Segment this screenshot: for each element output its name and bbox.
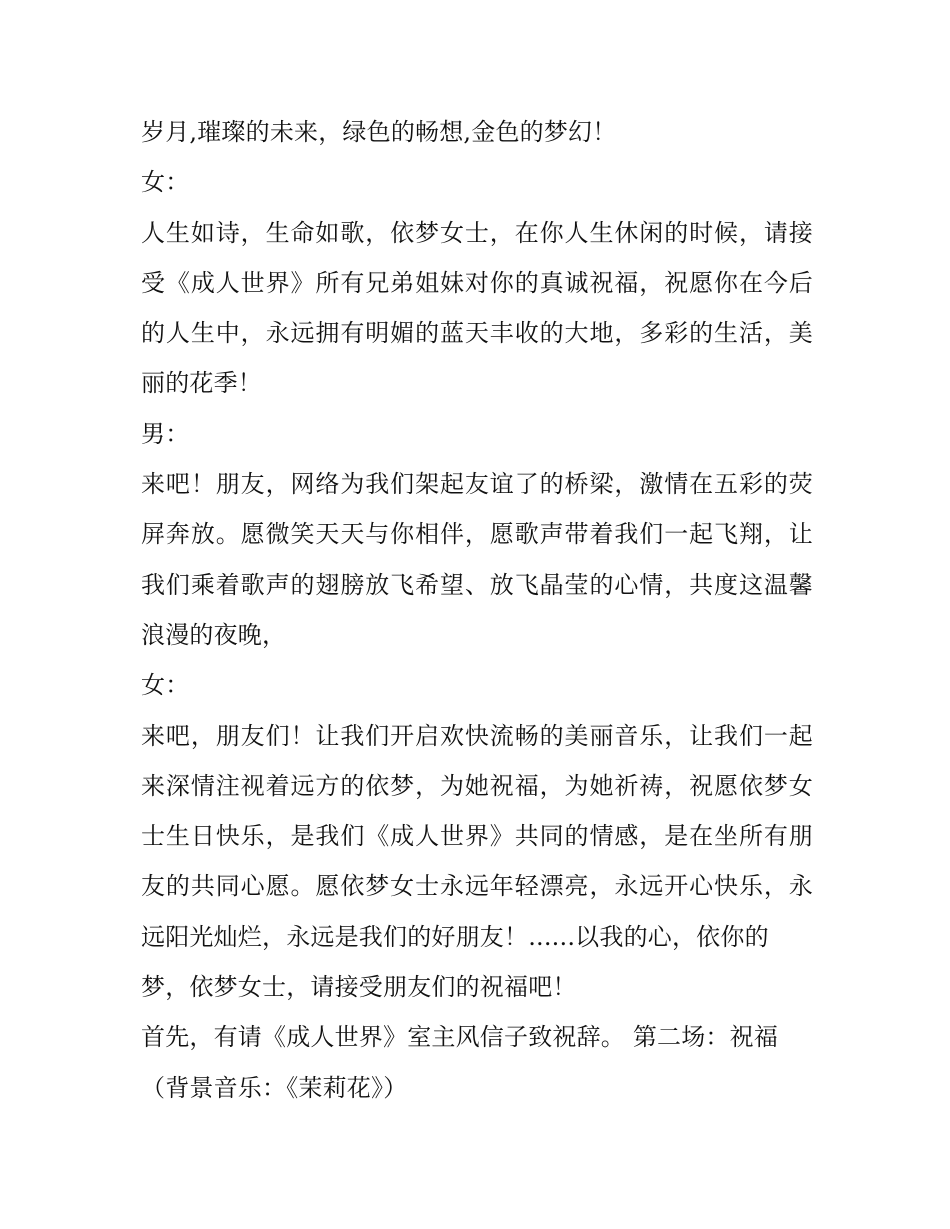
text-line: 首先，有请《成人世界》室主风信子致祝辞。 第二场：祝福 (141, 1023, 779, 1052)
text-line: 浪漫的夜晚， (141, 620, 287, 649)
text-line: 的人生中，永远拥有明媚的蓝天丰收的大地，多彩的生活，美 (141, 319, 813, 348)
text-line: 友的共同心愿。愿依梦女士永远年轻漂亮，永远开心快乐，永 (141, 872, 813, 901)
text-line: 岁月,璀璨的未来，绿色的畅想,金色的梦幻！ (141, 118, 617, 146)
text-line: 屏奔放。愿微笑天天与你相伴，愿歌声带着我们一起飞翔，让 (141, 520, 813, 549)
text-line: 丽的花季！ (141, 369, 262, 398)
text-line: 士生日快乐，是我们《成人世界》共同的情感，是在坐所有朋 (141, 822, 813, 851)
text-line: （背景音乐：《茉莉花》） (141, 1073, 408, 1102)
text-line: 我们乘着歌声的翅膀放飞希望、放飞晶莹的心情，共度这温馨 (141, 570, 813, 599)
text-line: 远阳光灿烂，永远是我们的好朋友！......以我的心，依你的 (141, 922, 769, 951)
speaker-label: 女： (141, 168, 190, 197)
text-line: 来吧，朋友们！让我们开启欢快流畅的美丽音乐，让我们一起 (141, 721, 813, 750)
text-line: 受《成人世界》所有兄弟姐妹对你的真诚祝福，祝愿你在今后 (141, 268, 813, 297)
document-body (141, 107, 813, 1113)
text-line: 来深情注视着远方的依梦，为她祝福，为她祈祷，祝愿依梦女 (141, 771, 813, 800)
speaker-label: 女： (141, 671, 190, 700)
text-line: 梦，依梦女士，请接受朋友们的祝福吧！ (141, 973, 577, 1002)
text-line: 人生如诗，生命如歌，依梦女士，在你人生休闲的时候，请接 (141, 218, 813, 247)
speaker-label: 男： (141, 419, 190, 448)
text-line: 来吧！朋友，网络为我们架起友谊了的桥梁，激情在五彩的荧 (141, 470, 813, 499)
